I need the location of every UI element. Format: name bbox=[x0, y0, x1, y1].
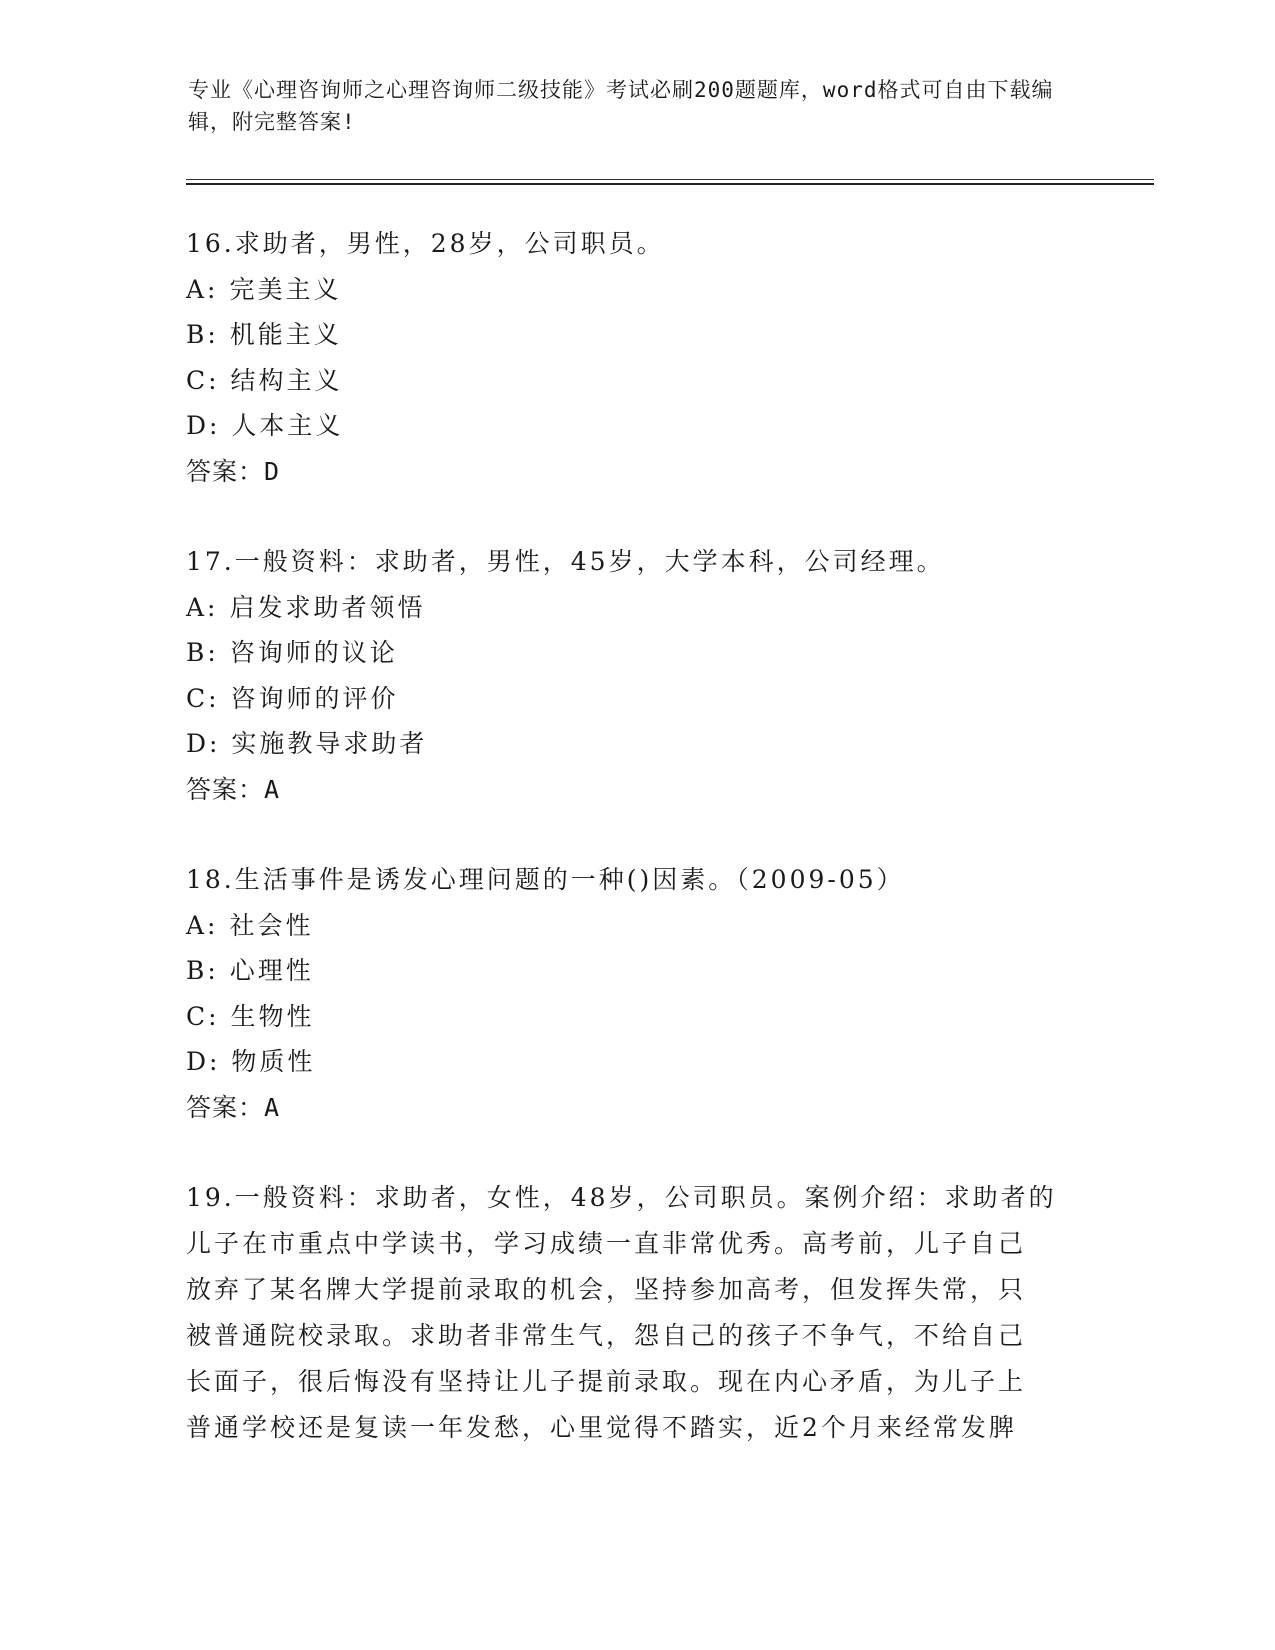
option-b bbox=[186, 948, 1086, 994]
question-stem-line: 儿子在市重点中学读书，学习成绩一直非常优秀。高考前，儿子自己 bbox=[186, 1229, 1027, 1258]
option-text: 咨询师的评价 bbox=[230, 683, 399, 713]
question-17 bbox=[186, 539, 1086, 812]
question-stem-line: 被普通院校录取。求助者非常生气，怨自己的孩子不争气，不给自己 bbox=[186, 1321, 1027, 1350]
option-key: B: bbox=[186, 638, 219, 667]
option-key: B: bbox=[186, 320, 219, 349]
question-stem-line: 放弃了某名牌大学提前录取的机会，坚持参加高考，但发挥失常，只 bbox=[186, 1275, 1027, 1304]
answer-label: 答案： bbox=[186, 456, 265, 486]
option-d bbox=[186, 403, 1086, 449]
answer-line bbox=[186, 449, 1086, 495]
option-text: 机能主义 bbox=[229, 320, 342, 349]
answer-line bbox=[186, 767, 1086, 813]
option-text: 生物性 bbox=[230, 1001, 315, 1031]
question-19 bbox=[186, 1175, 1086, 1451]
option-key: A: bbox=[186, 274, 219, 304]
question-stem-line: 普通学校还是复读一年发愁，心里觉得不踏实，近2个月来经常发脾 bbox=[186, 1413, 1017, 1442]
option-c bbox=[186, 676, 1086, 722]
option-d bbox=[186, 1039, 1086, 1085]
answer-value: D bbox=[264, 456, 281, 486]
question-stem: 16.求助者，男性，28岁，公司职员。 bbox=[186, 229, 665, 258]
header-divider-thin bbox=[186, 179, 1154, 180]
option-text: 心理性 bbox=[229, 956, 314, 985]
answer-value: A bbox=[264, 774, 281, 804]
option-c bbox=[186, 994, 1086, 1040]
question-16 bbox=[186, 221, 1086, 494]
option-text: 人本主义 bbox=[231, 411, 344, 440]
option-key: C: bbox=[186, 683, 220, 713]
question-stem: 18.生活事件是诱发心理问题的一种()因素。（2009-05） bbox=[186, 865, 905, 894]
option-a bbox=[186, 585, 1086, 631]
option-d bbox=[186, 721, 1086, 767]
option-key: A: bbox=[186, 592, 219, 622]
question-stem: 17.一般资料：求助者，男性，45岁，大学本科，公司经理。 bbox=[186, 547, 945, 576]
option-c bbox=[186, 358, 1086, 404]
option-key: C: bbox=[186, 365, 220, 395]
header-divider-thick bbox=[186, 183, 1154, 185]
option-key: D: bbox=[186, 411, 221, 440]
option-a bbox=[186, 903, 1086, 949]
option-key: A: bbox=[186, 910, 219, 940]
option-text: 实施教导求助者 bbox=[231, 729, 428, 758]
option-key: D: bbox=[186, 729, 221, 758]
answer-value: A bbox=[264, 1092, 281, 1122]
answer-label: 答案： bbox=[186, 774, 265, 804]
option-text: 咨询师的议论 bbox=[229, 638, 398, 667]
question-stem-line: 长面子，很后悔没有坚持让儿子提前录取。现在内心矛盾，为儿子上 bbox=[186, 1367, 1027, 1396]
option-b bbox=[186, 630, 1086, 676]
option-text: 结构主义 bbox=[230, 365, 343, 395]
document-header: 专业《心理咨询师之心理咨询师二级技能》考试必刷200题题库，word格式可自由下载编辑，附完整答案! bbox=[188, 78, 1054, 134]
option-key: D: bbox=[186, 1047, 221, 1076]
option-key: B: bbox=[186, 956, 219, 985]
option-text: 启发求助者领悟 bbox=[229, 592, 426, 622]
question-stem-line: 19.一般资料：求助者，女性，48岁，公司职员。案例介绍：求助者的 bbox=[186, 1183, 1057, 1212]
option-text: 物质性 bbox=[231, 1047, 316, 1076]
answer-label: 答案： bbox=[186, 1092, 265, 1122]
option-text: 社会性 bbox=[229, 910, 314, 940]
question-18 bbox=[186, 857, 1086, 1130]
option-b bbox=[186, 312, 1086, 358]
answer-line bbox=[186, 1085, 1086, 1131]
option-key: C: bbox=[186, 1001, 220, 1031]
option-text: 完美主义 bbox=[229, 274, 342, 304]
option-a bbox=[186, 267, 1086, 313]
